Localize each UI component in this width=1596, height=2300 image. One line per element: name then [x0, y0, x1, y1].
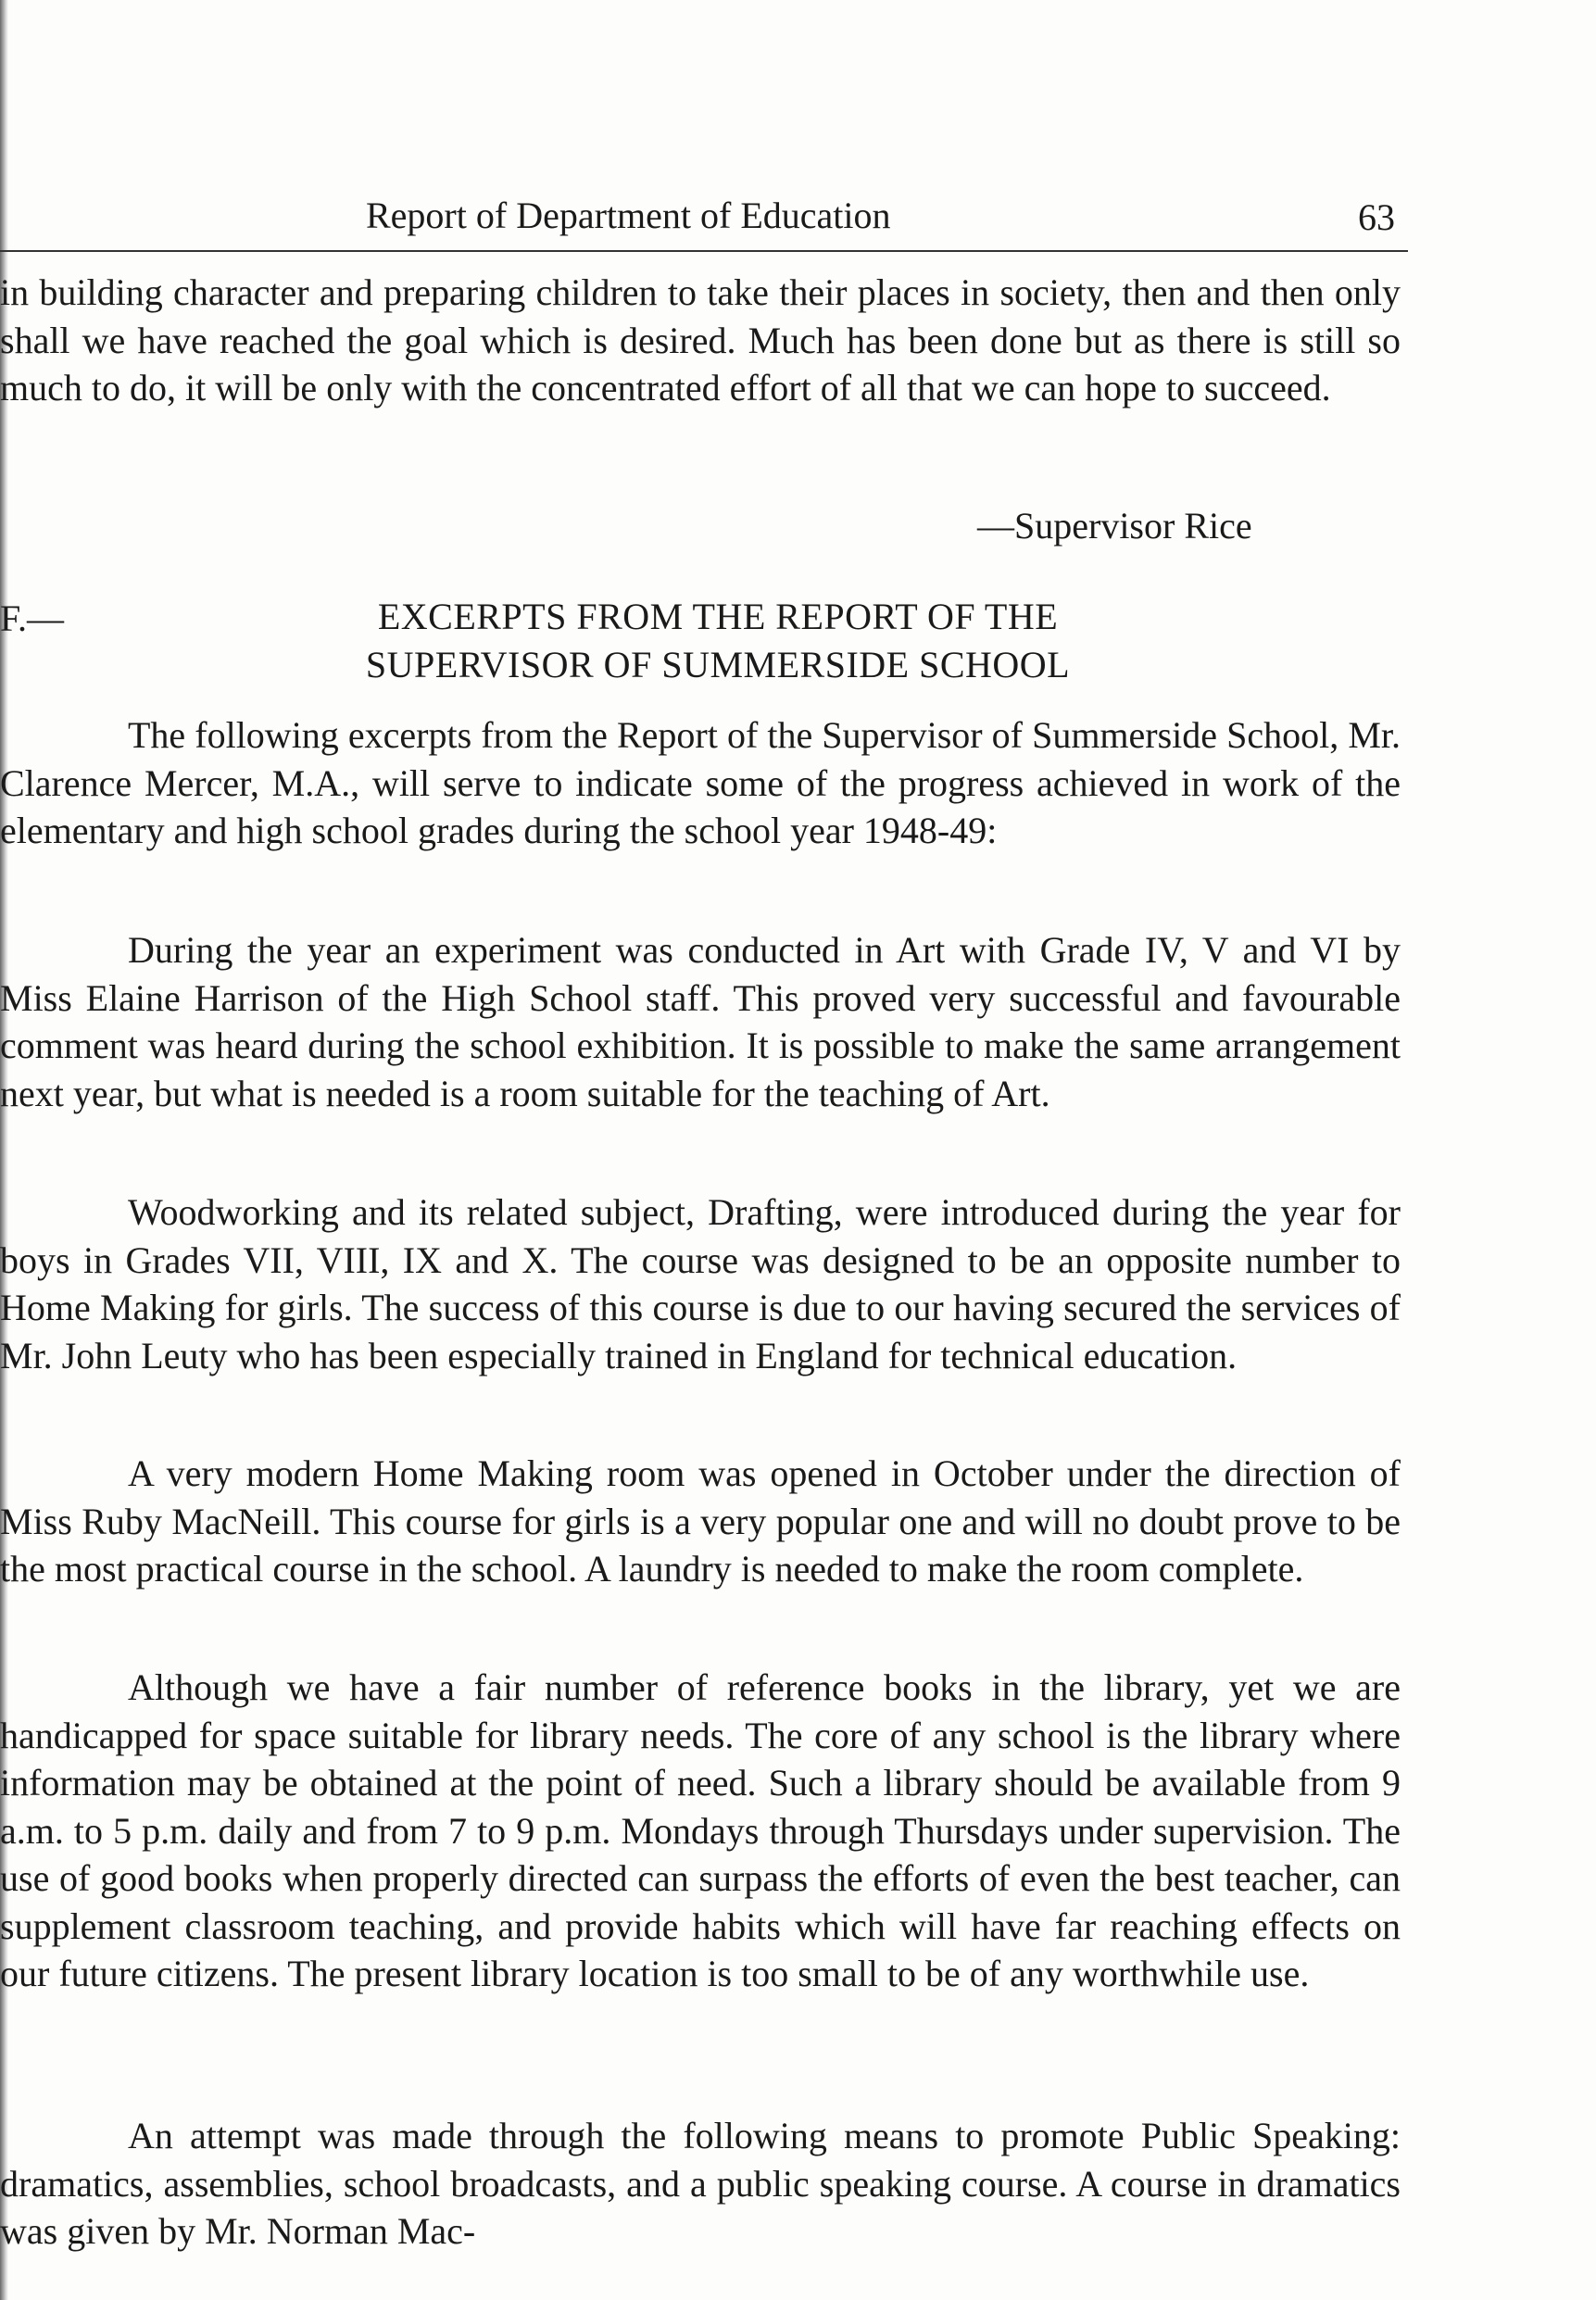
paragraph-woodworking: Woodworking and its related subject, Drafting, were introduced during the year for boys in Grades VII, VIII, IX and X. The course was designed to be an opposite number to Home Making for girls. The success of this course is due to our having secured the services of Mr. John Leuty who has been especially trained in England for technical education. [0, 1191, 1401, 1376]
paragraph-library: Although we have a fair number of reference books in the library, yet we are handicapped for space suitable for library needs. The core of any school is the library where information may be obtained at the point of need. Such a library should be available from 9 a.m. to 5 p.m. daily and from 7 to 9 p.m. Mondays through Thursdays under supervision. The use of good books when properly directed can surpass the efforts of even the best teacher, can supplement classroom teaching, and provide habits which will have far reaching effects on our future citizens. The present library location is too small to be of any worthwhile use. [0, 1666, 1401, 1994]
section-letter: F.— [0, 597, 65, 639]
signature: —Supervisor Rice [977, 505, 1252, 547]
section-title [0, 593, 1436, 689]
page-number: 63 [1358, 196, 1395, 238]
section-title-line-1: EXCERPTS FROM THE REPORT OF THE [377, 596, 1059, 637]
section-title-line-2: SUPERVISOR OF SUMMERSIDE SCHOOL [365, 644, 1071, 685]
paragraph-art: During the year an experiment was conducted in Art with Grade IV, V and VI by Miss Elaine Harrison of the High School staff. This proved very successful and favourable comment was heard during the school exhibition. It is possible to make the same arrangement next year, but what is needed is a room suitable for the teaching of Art. [0, 929, 1401, 1114]
header-title: Report of Department of Education [366, 195, 891, 236]
paragraph-public-speaking: An attempt was made through the following means to promote Public Speaking: dramatics, assemblies, school broadcasts, and a public speaking course. A course in dramatics was given by Mr. Norman Mac- [0, 2115, 1401, 2252]
paragraph-introduction: The following excerpts from the Report of the Supervisor of Summerside School, Mr. Clarence Mercer, M.A., will serve to indicate some of the progress achieved in work of the elementary and high school grades during the school year 1948-49: [0, 714, 1401, 851]
running-header [0, 185, 1408, 252]
paragraph-home-making: A very modern Home Making room was opened in October under the direction of Miss Ruby MacNeill. This course for girls is a very popular one and will no doubt prove to be the most practical course in the school. A laundry is needed to make the room complete. [0, 1452, 1401, 1590]
intro-paragraph: in building character and preparing children to take their places in society, then and then only shall we have reached the goal which is desired. Much has been done but as there is still so much to do, it will be only with the concentrated effort of all that we can hope to succeed. [0, 271, 1401, 408]
